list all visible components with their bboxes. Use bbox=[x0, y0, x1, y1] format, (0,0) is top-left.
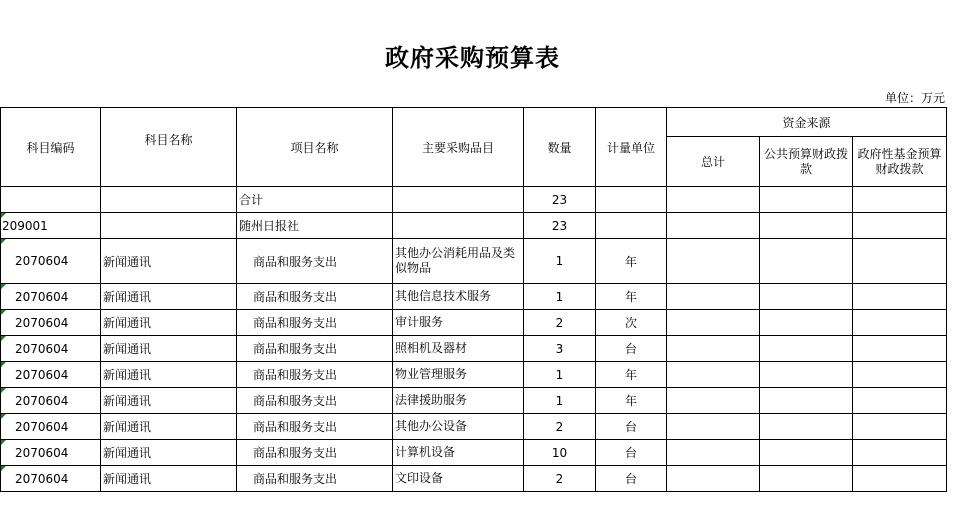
cell-total[interactable] bbox=[667, 362, 760, 388]
cell-total[interactable] bbox=[667, 440, 760, 466]
cell-subject[interactable]: 新闻通讯 bbox=[101, 362, 237, 388]
table-row bbox=[1, 414, 947, 440]
cell-measure[interactable]: 台 bbox=[596, 414, 667, 440]
cell-code[interactable]: 209001 bbox=[1, 213, 101, 239]
cell-code[interactable]: 2070604 bbox=[1, 414, 101, 440]
cell-item[interactable]: 计算机设备 bbox=[393, 440, 524, 466]
cell-gov-fund[interactable] bbox=[853, 213, 947, 239]
cell-subject[interactable]: 新闻通讯 bbox=[101, 414, 237, 440]
header-gov-fund: 政府性基金预算财政拨款 bbox=[853, 137, 947, 187]
cell-subject[interactable]: 新闻通讯 bbox=[101, 466, 237, 492]
cell-gov-fund[interactable] bbox=[853, 362, 947, 388]
cell-public[interactable] bbox=[760, 440, 853, 466]
table-row bbox=[1, 336, 947, 362]
cell-total[interactable] bbox=[667, 466, 760, 492]
cell-qty[interactable]: 2 bbox=[524, 414, 596, 440]
table-row bbox=[1, 239, 947, 284]
cell-total[interactable] bbox=[667, 388, 760, 414]
cell-total[interactable] bbox=[667, 336, 760, 362]
cell-subject[interactable]: 新闻通讯 bbox=[101, 239, 237, 284]
cell-code[interactable]: 2070604 bbox=[1, 336, 101, 362]
cell-measure[interactable]: 年 bbox=[596, 388, 667, 414]
table-row bbox=[1, 213, 947, 239]
cell-public[interactable] bbox=[760, 213, 853, 239]
table-row bbox=[1, 466, 947, 492]
cell-gov-fund[interactable] bbox=[853, 336, 947, 362]
cell-measure[interactable]: 年 bbox=[596, 284, 667, 310]
cell-item[interactable]: 物业管理服务 bbox=[393, 362, 524, 388]
cell-project[interactable]: 商品和服务支出 bbox=[237, 284, 393, 310]
cell-public[interactable] bbox=[760, 310, 853, 336]
cell-gov-fund[interactable] bbox=[853, 440, 947, 466]
cell-gov-fund[interactable] bbox=[853, 466, 947, 492]
cell-public[interactable] bbox=[760, 284, 853, 310]
cell-code[interactable]: 2070604 bbox=[1, 466, 101, 492]
cell-gov-fund[interactable] bbox=[853, 284, 947, 310]
cell-item[interactable] bbox=[393, 213, 524, 239]
cell-code[interactable]: 2070604 bbox=[1, 362, 101, 388]
cell-gov-fund[interactable] bbox=[853, 414, 947, 440]
cell-code[interactable]: 2070604 bbox=[1, 388, 101, 414]
cell-measure[interactable] bbox=[596, 213, 667, 239]
cell-public[interactable] bbox=[760, 388, 853, 414]
cell-project[interactable]: 商品和服务支出 bbox=[237, 336, 393, 362]
cell-project[interactable]: 商品和服务支出 bbox=[237, 466, 393, 492]
cell-item[interactable]: 其他办公消耗用品及类似物品 bbox=[393, 239, 524, 284]
cell-code[interactable]: 2070604 bbox=[1, 284, 101, 310]
cell-project[interactable]: 商品和服务支出 bbox=[237, 239, 393, 284]
unit-label: 单位：万元 bbox=[884, 91, 945, 105]
cell-item[interactable]: 文印设备 bbox=[393, 466, 524, 492]
cell-item[interactable]: 审计服务 bbox=[393, 310, 524, 336]
cell-qty[interactable]: 2 bbox=[524, 466, 596, 492]
cell-code[interactable] bbox=[1, 187, 101, 213]
table-row bbox=[1, 362, 947, 388]
table-row bbox=[1, 440, 947, 466]
cell-total[interactable] bbox=[667, 310, 760, 336]
header-row-1 bbox=[1, 108, 947, 137]
cell-qty[interactable]: 1 bbox=[524, 284, 596, 310]
cell-project[interactable]: 随州日报社 bbox=[237, 213, 393, 239]
cell-total[interactable] bbox=[667, 414, 760, 440]
cell-code[interactable]: 2070604 bbox=[1, 440, 101, 466]
header-code: 科目编码 bbox=[1, 108, 101, 187]
cell-total[interactable] bbox=[667, 213, 760, 239]
cell-measure[interactable]: 年 bbox=[596, 239, 667, 284]
header-funding: 资金来源 bbox=[667, 108, 947, 137]
cell-gov-fund[interactable] bbox=[853, 388, 947, 414]
page-title: 政府采购预算表 bbox=[385, 43, 560, 72]
cell-public[interactable] bbox=[760, 362, 853, 388]
cell-qty[interactable]: 10 bbox=[524, 440, 596, 466]
cell-total[interactable] bbox=[667, 239, 760, 284]
cell-subject[interactable]: 新闻通讯 bbox=[101, 336, 237, 362]
cell-project[interactable]: 商品和服务支出 bbox=[237, 388, 393, 414]
cell-project[interactable]: 商品和服务支出 bbox=[237, 440, 393, 466]
cell-project[interactable]: 合计 bbox=[237, 187, 393, 213]
cell-code[interactable]: 2070604 bbox=[1, 310, 101, 336]
table-row bbox=[1, 310, 947, 336]
cell-total[interactable] bbox=[667, 187, 760, 213]
cell-subject[interactable]: 新闻通讯 bbox=[101, 310, 237, 336]
cell-gov-fund[interactable] bbox=[853, 187, 947, 213]
cell-code[interactable]: 2070604 bbox=[1, 239, 101, 284]
cell-subject[interactable]: 新闻通讯 bbox=[101, 284, 237, 310]
cell-item[interactable]: 法律援助服务 bbox=[393, 388, 524, 414]
table-row bbox=[1, 187, 947, 213]
cell-item[interactable] bbox=[393, 187, 524, 213]
cell-public[interactable] bbox=[760, 336, 853, 362]
cell-measure[interactable]: 台 bbox=[596, 466, 667, 492]
header-subject: 科目名称 bbox=[101, 108, 237, 187]
cell-qty[interactable]: 1 bbox=[524, 362, 596, 388]
cell-project[interactable]: 商品和服务支出 bbox=[237, 362, 393, 388]
cell-qty[interactable]: 23 bbox=[524, 187, 596, 213]
cell-subject[interactable] bbox=[101, 213, 237, 239]
cell-public[interactable] bbox=[760, 414, 853, 440]
cell-public[interactable] bbox=[760, 466, 853, 492]
cell-subject[interactable]: 新闻通讯 bbox=[101, 388, 237, 414]
cell-measure[interactable]: 台 bbox=[596, 440, 667, 466]
header-qty: 数量 bbox=[524, 108, 596, 187]
cell-project[interactable]: 商品和服务支出 bbox=[237, 310, 393, 336]
cell-subject[interactable]: 新闻通讯 bbox=[101, 440, 237, 466]
cell-qty[interactable]: 1 bbox=[524, 388, 596, 414]
header-item: 主要采购品目 bbox=[393, 108, 524, 187]
cell-item[interactable]: 其他信息技术服务 bbox=[393, 284, 524, 310]
cell-item[interactable]: 照相机及器材 bbox=[393, 336, 524, 362]
cell-public[interactable] bbox=[760, 239, 853, 284]
cell-qty[interactable]: 23 bbox=[524, 213, 596, 239]
header-measure: 计量单位 bbox=[596, 108, 667, 187]
cell-measure[interactable]: 台 bbox=[596, 336, 667, 362]
cell-measure[interactable]: 次 bbox=[596, 310, 667, 336]
cell-measure[interactable]: 年 bbox=[596, 362, 667, 388]
cell-item[interactable]: 其他办公设备 bbox=[393, 414, 524, 440]
cell-gov-fund[interactable] bbox=[853, 310, 947, 336]
header-public: 公共预算财政拨款 bbox=[760, 137, 853, 187]
cell-qty[interactable]: 3 bbox=[524, 336, 596, 362]
cell-total[interactable] bbox=[667, 284, 760, 310]
cell-qty[interactable]: 1 bbox=[524, 239, 596, 284]
table-row bbox=[1, 388, 947, 414]
table-body bbox=[1, 187, 947, 492]
budget-table bbox=[0, 107, 947, 492]
cell-project[interactable]: 商品和服务支出 bbox=[237, 414, 393, 440]
table-row bbox=[1, 284, 947, 310]
cell-gov-fund[interactable] bbox=[853, 239, 947, 284]
cell-public[interactable] bbox=[760, 187, 853, 213]
header-project: 项目名称 bbox=[237, 108, 393, 187]
cell-measure[interactable] bbox=[596, 187, 667, 213]
header-total: 总计 bbox=[667, 137, 760, 187]
cell-qty[interactable]: 2 bbox=[524, 310, 596, 336]
cell-subject[interactable] bbox=[101, 187, 237, 213]
